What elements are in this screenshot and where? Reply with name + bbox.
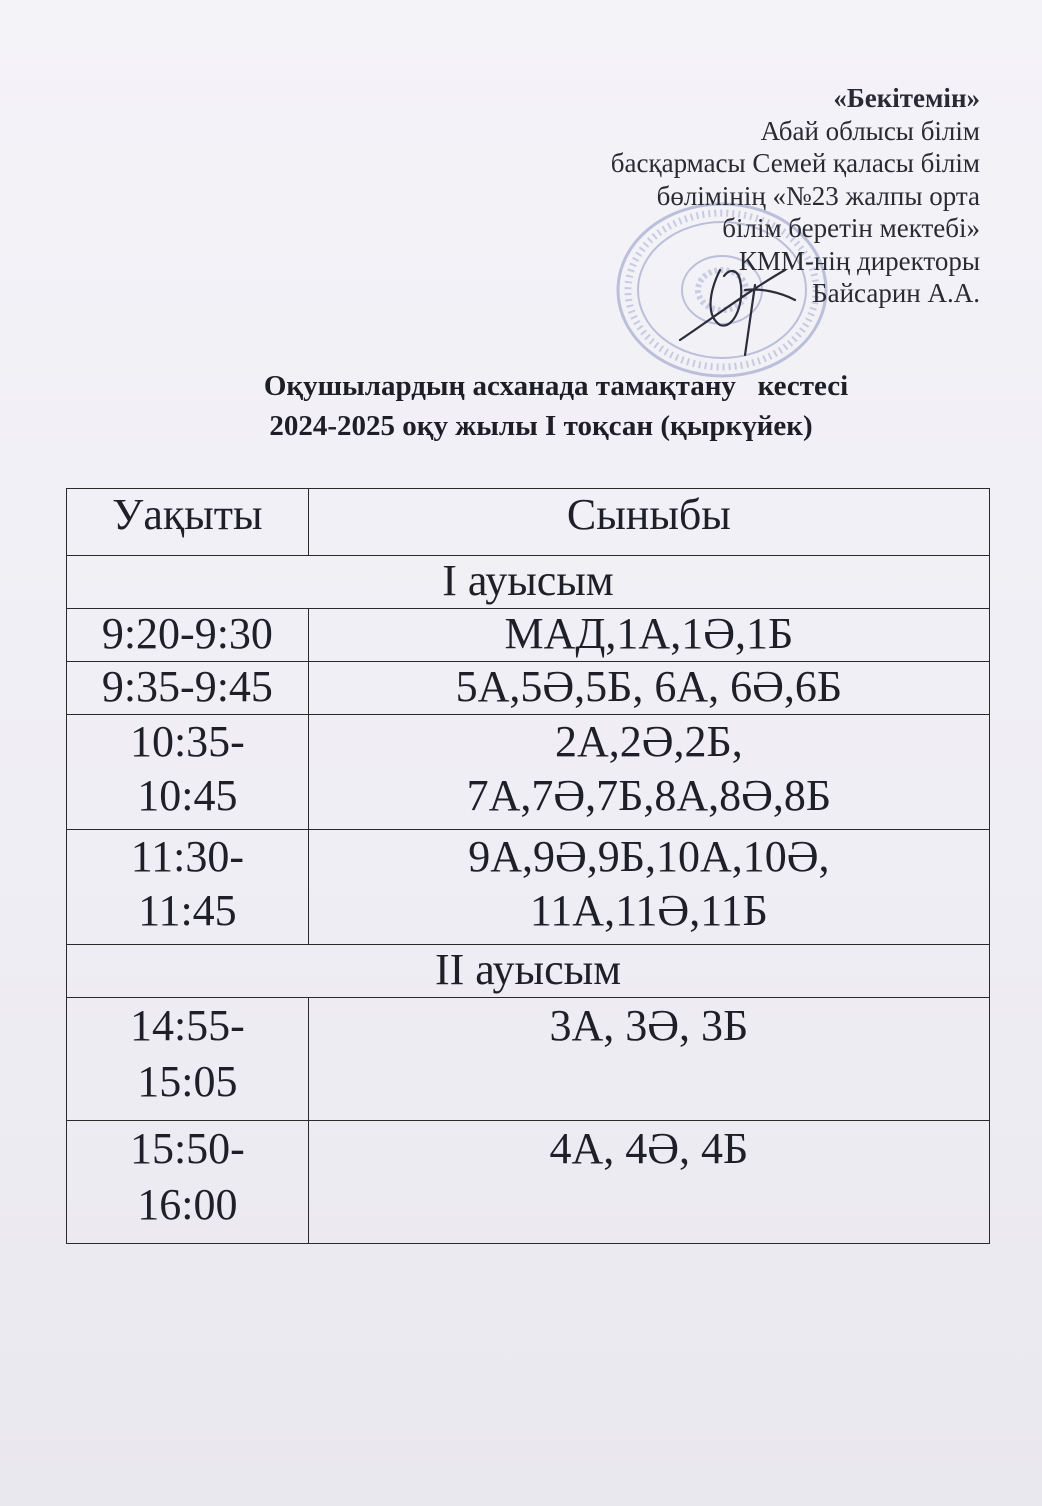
approval-line: басқармасы Семей қаласы білім [610,148,980,178]
table-row [67,998,990,1121]
time-cell [67,1121,309,1244]
heading-period: 2024-2025 оқу жылы І тоқсан (қыркүйек) [269,410,813,442]
time-start: 10:35- [129,717,245,766]
table-row [67,1121,990,1244]
header-classes: Сыныбы [308,489,989,556]
schedule-table [66,488,990,1244]
approval-title: «Бекітемін» [833,83,980,113]
shift-1-label: І ауысым [67,556,990,609]
director-name: Байсарин А.А. [812,278,980,308]
time-cell: 9:20-9:30 [67,609,309,662]
table-row [67,830,990,945]
classes-cell [308,715,989,830]
approval-line: бөлімінің «№23 жалпы орта [656,180,980,211]
time-cell [67,830,309,945]
classes-cell [308,1121,989,1244]
shift-row [67,556,990,609]
approval-line: білім беретін мектебі» [722,213,980,243]
classes-cell: МАД,1А,1Ә,1Б [308,609,989,662]
time-end: 11:45 [138,886,237,935]
classes-cell [308,830,989,945]
signature-icon [660,230,810,370]
time-cell [67,998,309,1121]
heading-title: Оқушылардың асханада тамақтану кестесі [263,370,849,402]
shift-row [67,945,990,998]
classes-cell: 5А,5Ә,5Б, 6А, 6Ә,6Б [308,662,989,715]
time-end: 15:05 [137,1057,238,1106]
time-start: 15:50- [129,1124,245,1173]
classes-line: 11А,11Ә,11Б [529,886,768,935]
time-cell [67,715,309,830]
approval-line: КММ-нің директоры [738,245,980,276]
time-end: 10:45 [137,771,238,820]
table-row [67,662,990,715]
classes-cell [308,998,989,1121]
classes-line: 4А, 4Ә, 4Б [549,1124,749,1173]
table-row [67,715,990,830]
time-start: 11:30- [130,832,244,881]
table-row [67,609,990,662]
time-end: 16:00 [137,1180,238,1229]
classes-line: 3А, 3Ә, 3Б [549,1001,749,1050]
classes-line: 9А,9Ә,9Б,10А,10Ә, [468,832,830,881]
document-heading [0,366,1042,446]
approval-line: Абай облысы білім [760,115,980,146]
time-start: 14:55- [129,1001,245,1050]
classes-line: 7А,7Ә,7Б,8А,8Ә,8Б [466,771,832,820]
shift-2-label: ІІ ауысым [67,945,990,998]
time-cell: 9:35-9:45 [67,662,309,715]
classes-line: 2А,2Ә,2Б, [554,717,743,766]
table-header-row [67,489,990,556]
header-time: Уақыты [67,489,309,556]
